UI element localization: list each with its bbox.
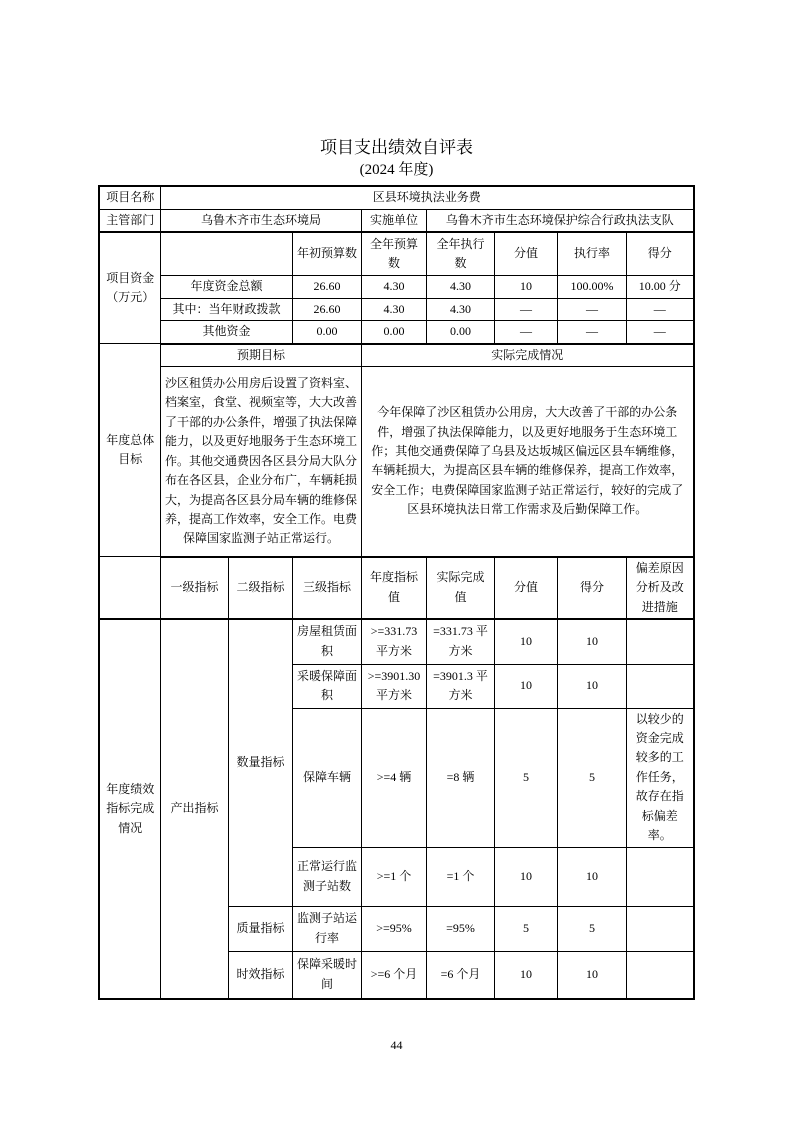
indicator-actual: =6 个月 — [426, 951, 494, 999]
funds-fiscal-initial: 26.60 — [292, 298, 361, 320]
indicator-score-value: 10 — [494, 951, 557, 999]
dept-label: 主管部门 — [99, 209, 160, 232]
indicator-target: >=3901.30 平方米 — [361, 664, 426, 708]
indicator-score-value: 10 — [494, 664, 557, 708]
goal-actual-header: 实际完成情况 — [361, 344, 693, 367]
indicator-name: 正常运行监测子站数 — [292, 847, 361, 906]
indicator-deviation — [626, 619, 693, 664]
indicator-actual: =331.73 平方米 — [426, 619, 494, 664]
funds-other-budget: 0.00 — [361, 321, 426, 344]
indicator-actual: =1 个 — [426, 847, 494, 906]
project-name-label: 项目名称 — [99, 186, 160, 209]
row-departments — [99, 209, 693, 232]
indicator-col-actual: 实际完成值 — [426, 557, 494, 619]
funds-col-score-value: 分值 — [494, 232, 557, 276]
goal-expected-header: 预期目标 — [160, 344, 361, 367]
indicator-score: 10 — [557, 664, 626, 708]
funds-total-initial: 26.60 — [292, 276, 361, 298]
row-indicator-header — [99, 557, 693, 619]
row-funds-fiscal — [99, 298, 693, 320]
impl-label: 实施单位 — [361, 209, 426, 232]
row-goal-text — [99, 367, 693, 557]
dept-value: 乌鲁木齐市生态环境局 — [160, 209, 361, 232]
indicator-deviation: 以较少的资金完成较多的工作任务，故存在指标偏差率。 — [626, 708, 693, 847]
indicator-deviation — [626, 951, 693, 999]
row-funds-total — [99, 276, 693, 298]
indicator-level2-quality: 质量指标 — [228, 906, 292, 951]
goal-actual-text: 今年保障了沙区租赁办公用房，大大改善了干部的办公条件，增强了执法保障能力，以及更好地服务于生态环境工作；其他交通费保障了乌县及达坂城区偏远区县车辆维修，车辆耗损大，为提高区县车辆的维修保养，提高工作效率，安全工作；电费保障国家监测子站正常运行，较好的完成了区县环境执法日常工作需求及后勤保障工作。 — [361, 367, 693, 557]
funds-col-execution-rate: 执行率 — [557, 232, 626, 276]
evaluation-table — [98, 185, 694, 1000]
funds-fiscal-executed: 4.30 — [426, 298, 494, 320]
indicator-actual: =95% — [426, 906, 494, 951]
indicator-name: 监测子站运行率 — [292, 906, 361, 951]
indicator-col-level1: 一级指标 — [160, 557, 228, 619]
goal-row-header: 年度总体目标 — [99, 344, 160, 557]
row-funds-header — [99, 232, 693, 276]
funds-other-label: 其他资金 — [160, 321, 292, 344]
funds-row-header: 项目资金（万元） — [99, 232, 160, 344]
indicator-score-value: 5 — [494, 906, 557, 951]
funds-other-score: — — [626, 321, 693, 344]
indicator-actual: =8 辆 — [426, 708, 494, 847]
goal-expected-text: 沙区租赁办公用房后设置了资料室、档案室，食堂、视频室等，大大改善了干部的办公条件，增强了执法保障能力，以及更好地服务于生态环境工作。其他交通费因各区县分局大队分布在各区县，企业分布广，车辆耗损大，为提高各区县分局车辆的维修保养，提高工作效率，安全工作。电费保障国家监测子站正常运行。 — [160, 367, 361, 557]
indicator-score-value: 10 — [494, 619, 557, 664]
indicator-target: >=95% — [361, 906, 426, 951]
funds-col-year-executed: 全年执行数 — [426, 232, 494, 276]
funds-fiscal-score: — — [626, 298, 693, 320]
funds-total-label: 年度资金总额 — [160, 276, 292, 298]
funds-fiscal-score-value: — — [494, 298, 557, 320]
indicator-level2-quantity: 数量指标 — [228, 619, 292, 906]
indicator-score: 10 — [557, 619, 626, 664]
indicator-name: 保障车辆 — [292, 708, 361, 847]
indicator-deviation — [626, 906, 693, 951]
indicator-target: >=6 个月 — [361, 951, 426, 999]
impl-value: 乌鲁木齐市生态环境保护综合行政执法支队 — [426, 209, 693, 232]
project-name-value: 区县环境执法业务费 — [160, 186, 693, 209]
indicator-target: >=331.73 平方米 — [361, 619, 426, 664]
document-title: 项目支出绩效自评表 — [320, 138, 473, 157]
indicator-col-deviation: 偏差原因分析及改进措施 — [626, 557, 693, 619]
funds-other-executed: 0.00 — [426, 321, 494, 344]
indicator-target: >=1 个 — [361, 847, 426, 906]
indicator-row-header: 年度绩效指标完成情况 — [99, 619, 160, 999]
funds-total-executed: 4.30 — [426, 276, 494, 298]
indicator-actual: =3901.3 平方米 — [426, 664, 494, 708]
indicator-deviation — [626, 847, 693, 906]
funds-empty-cell — [160, 232, 292, 276]
indicator-empty-cell — [99, 557, 160, 619]
indicator-score: 10 — [557, 847, 626, 906]
indicator-level1-output: 产出指标 — [160, 619, 228, 999]
row-goal-header — [99, 344, 693, 367]
indicator-col-score-value: 分值 — [494, 557, 557, 619]
funds-other-score-value: — — [494, 321, 557, 344]
indicator-score: 5 — [557, 906, 626, 951]
indicator-col-level2: 二级指标 — [228, 557, 292, 619]
funds-fiscal-rate: — — [557, 298, 626, 320]
indicator-target: >=4 辆 — [361, 708, 426, 847]
row-indicator-housing — [99, 619, 693, 664]
indicator-name: 保障采暖时间 — [292, 951, 361, 999]
funds-total-rate: 100.00% — [557, 276, 626, 298]
indicator-score: 10 — [557, 951, 626, 999]
funds-total-budget: 4.30 — [361, 276, 426, 298]
indicator-deviation — [626, 664, 693, 708]
indicator-score: 5 — [557, 708, 626, 847]
indicator-score-value: 5 — [494, 708, 557, 847]
page-number: 44 — [390, 1038, 403, 1052]
document-subtitle: (2024 年度) — [359, 162, 434, 178]
funds-total-score: 10.00 分 — [626, 276, 693, 298]
funds-fiscal-budget: 4.30 — [361, 298, 426, 320]
indicator-col-target: 年度指标值 — [361, 557, 426, 619]
funds-other-initial: 0.00 — [292, 321, 361, 344]
funds-col-initial-budget: 年初预算数 — [292, 232, 361, 276]
row-funds-other — [99, 321, 693, 344]
funds-fiscal-label: 其中：当年财政拨款 — [160, 298, 292, 320]
funds-total-score-value: 10 — [494, 276, 557, 298]
funds-col-score: 得分 — [626, 232, 693, 276]
indicator-score-value: 10 — [494, 847, 557, 906]
indicator-col-level3: 三级指标 — [292, 557, 361, 619]
indicator-col-score: 得分 — [557, 557, 626, 619]
funds-other-rate: — — [557, 321, 626, 344]
funds-col-year-budget: 全年预算数 — [361, 232, 426, 276]
indicator-level2-timeliness: 时效指标 — [228, 951, 292, 999]
indicator-name: 房屋租赁面积 — [292, 619, 361, 664]
indicator-name: 采暖保障面积 — [292, 664, 361, 708]
row-project-name — [99, 186, 693, 209]
